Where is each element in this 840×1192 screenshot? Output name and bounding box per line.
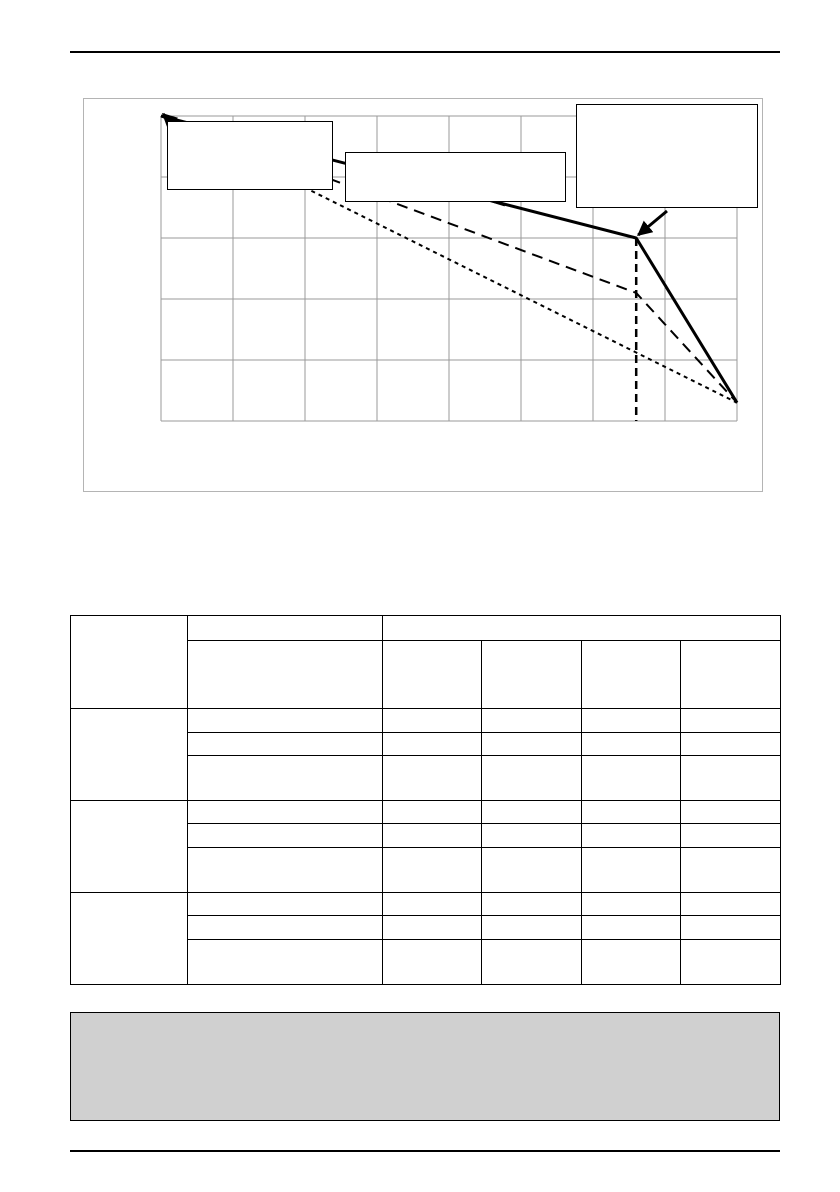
table-cell xyxy=(582,709,681,733)
table-cell xyxy=(482,732,582,756)
table-subheader-cell xyxy=(188,640,383,708)
table-cell xyxy=(383,847,482,892)
table-cell xyxy=(482,824,582,848)
table-header-cell xyxy=(383,616,781,641)
table-cell xyxy=(383,732,482,756)
table-cell xyxy=(188,939,383,984)
table-cell xyxy=(188,916,383,940)
table-cell xyxy=(681,916,781,940)
table-cell xyxy=(383,939,482,984)
table-cell xyxy=(188,709,383,733)
table-cell xyxy=(582,916,681,940)
table-row xyxy=(71,892,781,916)
table-cell xyxy=(383,824,482,848)
table-group-label xyxy=(71,800,188,892)
table-cell xyxy=(188,800,383,824)
table-group-label xyxy=(71,892,188,984)
table-cell xyxy=(482,800,582,824)
table-corner-cell xyxy=(71,616,188,709)
table-cell xyxy=(188,824,383,848)
table-cell xyxy=(681,756,781,801)
table-subheader-cell xyxy=(383,640,482,708)
table-cell xyxy=(681,892,781,916)
table-cell xyxy=(188,847,383,892)
table-cell xyxy=(582,732,681,756)
table-subheader-cell xyxy=(482,640,582,708)
table-cell xyxy=(383,892,482,916)
table-cell xyxy=(482,916,582,940)
table-cell xyxy=(582,847,681,892)
note-box xyxy=(70,1012,780,1121)
table-cell xyxy=(482,756,582,801)
table-cell xyxy=(582,939,681,984)
table-cell xyxy=(383,800,482,824)
table-cell xyxy=(582,824,681,848)
table-cell xyxy=(681,732,781,756)
table-cell xyxy=(681,939,781,984)
table-cell xyxy=(383,916,482,940)
table-subheader-cell xyxy=(582,640,681,708)
table-cell xyxy=(582,800,681,824)
data-table xyxy=(70,615,781,985)
figure-frame xyxy=(83,98,763,492)
table-group-label xyxy=(71,709,188,801)
table-cell xyxy=(188,732,383,756)
callout-box-start xyxy=(167,121,333,190)
table-cell xyxy=(681,709,781,733)
callout-arrow-break xyxy=(638,211,667,235)
table-cell xyxy=(482,847,582,892)
callout-box-middle xyxy=(345,152,566,202)
table-header-cell xyxy=(188,616,383,641)
table-cell xyxy=(582,892,681,916)
table-cell xyxy=(188,892,383,916)
table-row xyxy=(71,800,781,824)
table-cell xyxy=(188,756,383,801)
table-cell xyxy=(582,756,681,801)
callout-box-break xyxy=(576,104,758,208)
table-cell xyxy=(482,892,582,916)
table-header-row xyxy=(71,616,781,641)
header-rule xyxy=(70,51,780,53)
table-cell xyxy=(383,756,482,801)
table-row xyxy=(71,709,781,733)
table-subheader-cell xyxy=(681,640,781,708)
table-cell xyxy=(482,709,582,733)
table-cell xyxy=(681,824,781,848)
table-cell xyxy=(383,709,482,733)
footer-rule xyxy=(70,1150,780,1152)
table-cell xyxy=(482,939,582,984)
table-cell xyxy=(681,800,781,824)
table-cell xyxy=(681,847,781,892)
